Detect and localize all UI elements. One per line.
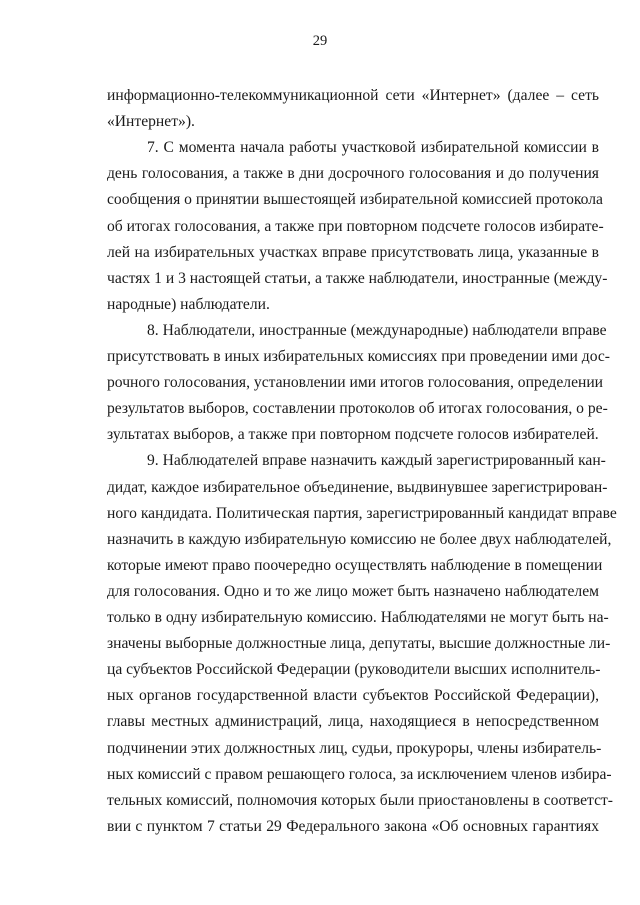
text-line: вии с пунктом 7 статьи 29 Федерального закона «Об основных гарантиях (107, 817, 599, 835)
text-line: тельных комиссий, полномочия которых были приостановлены в соответст- (107, 791, 613, 809)
text-line: которые имеют право поочередно осуществлять наблюдение в помещении (107, 556, 603, 574)
text-line: об итогах голосования, а также при повторном подсчете голосов избирате- (107, 217, 604, 235)
text-line: день голосования, а также в дни досрочного голосования и до получения (107, 165, 599, 183)
text-line: 8. Наблюдатели, иностранные (международные) наблюдатели вправе (147, 321, 607, 339)
text-line: главы местных администраций, лица, находящиеся в непосредственном (107, 713, 599, 731)
text-line: только в одну избирательную комиссию. Наблюдателями не могут быть на- (107, 609, 609, 626)
text-line: сообщения о принятии вышестоящей избирательной комиссией протокола (107, 191, 603, 209)
text-line: рочного голосования, установлении ими итогов голосования, определении (107, 374, 604, 392)
text-line: подчинении этих должностных лиц, судьи, прокуроры, члены избиратель- (107, 739, 602, 757)
text-line: ца субъектов Российской Федерации (руководители высших исполнитель- (107, 661, 601, 679)
text-line: зультатах выборов, а также при повторном подсчете голосов избирателей. (107, 426, 599, 444)
text-line: 7. С момента начала работы участковой избирательной комиссии в (147, 139, 599, 157)
text-line: значены выборные должностные лица, депутаты, высшие должностные ли- (107, 635, 611, 653)
text-line: ных комиссий с правом решающего голоса, за исключением членов избира- (107, 765, 612, 783)
text-line: ного кандидата. Политическая партия, зарегистрированный кандидат вправе (107, 504, 617, 522)
text-line: для голосования. Одно и то же лицо может быть назначено наблюдателем (107, 582, 599, 600)
text-line: ных органов государственной власти субъектов Российской Федерации), (107, 687, 599, 705)
text-line: присутствовать в иных избирательных комиссиях при проведении ими дос- (107, 348, 611, 365)
text-line: дидат, каждое избирательное объединение, выдвинувшее зарегистрирован- (107, 478, 608, 496)
text-line: назначить в каждую избирательную комиссию не более двух наблюдателей, (107, 530, 612, 548)
text-line: частях 1 и 3 настоящей статьи, а также наблюдатели, иностранные (между- (107, 269, 608, 287)
text-line: «Интернет»). (107, 113, 195, 131)
text-line: информационно-телекоммуникационной сети «Интернет» (далее – сеть (107, 87, 599, 104)
text-line: лей на избирательных участках вправе присутствовать лица, указанные в (107, 243, 599, 261)
text-line: народные) наблюдатели. (107, 295, 270, 313)
page-number: 29 (312, 33, 328, 49)
text-line: результатов выборов, составлении протоколов об итогах голосования, о ре- (107, 400, 608, 418)
text-line: 9. Наблюдателей вправе назначить каждый зарегистрированный кан- (147, 452, 606, 470)
